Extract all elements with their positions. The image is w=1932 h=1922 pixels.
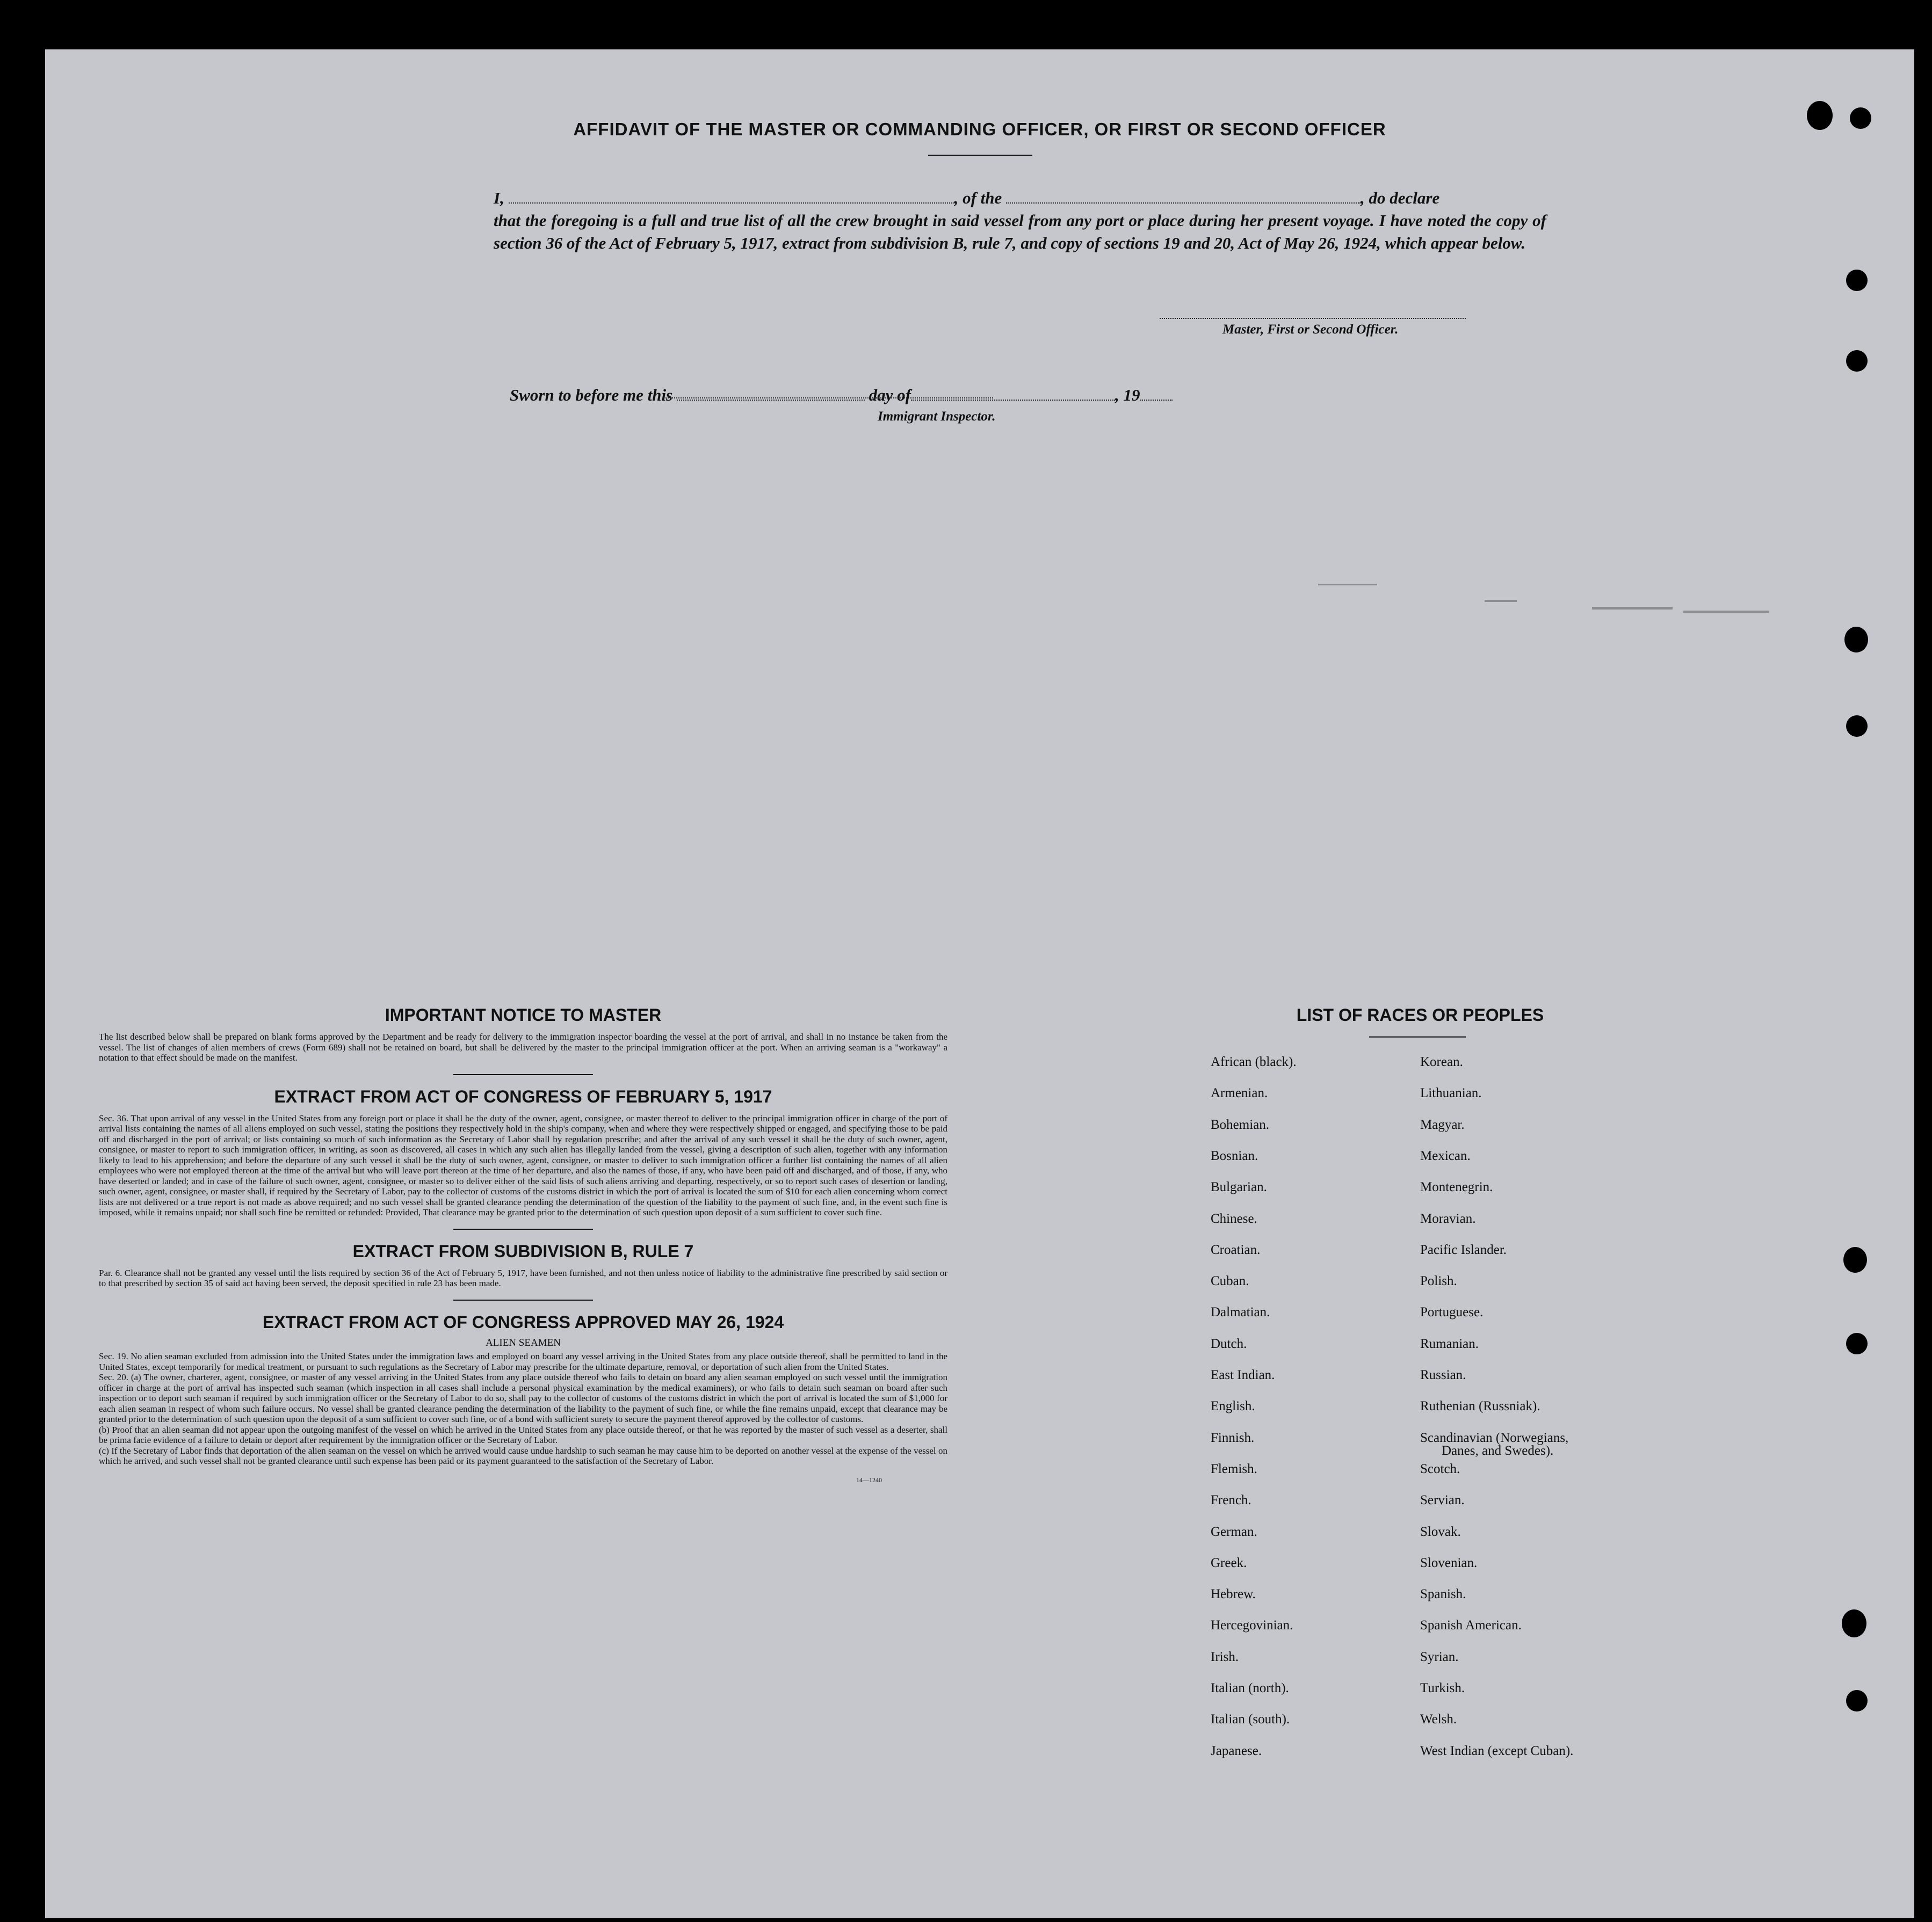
divider [453,1074,593,1075]
inspector-signature-line[interactable] [665,397,993,398]
notice-body: The list described below shall be prepared on blank forms approved by the Department and be ready for delivery to the immigration inspector boarding the vessel at the port of arrival, and shall in no instance be taken from the vessel. The list of changes of alien members of crews (Form 689) shall not be retained on board, but shall be delivered by the master to the principal immigration officer at the port. When an arriving seaman is a "workaway" a notation to that effect should be made on the manifest. [99,1032,947,1063]
races-title-underline [1369,1036,1466,1038]
race-item: Russian. [1420,1368,1466,1382]
race-item: Italian (north). [1211,1681,1289,1695]
race-item: Pacific Islander. [1420,1242,1507,1257]
races-list [1152,1005,1689,1758]
sec-20b-body: (b) Proof that an alien seaman did not appear upon the outgoing manifest of the vessel on which he arrived in the United States from any place outside thereof, or that he was reported by the master of such vessel as a deserter, shall be prima facie evidence of a failure to detain or deport after requirement by the immigration officer or the Secretary of Labor. [99,1424,947,1445]
sworn-label: Sworn to before me this [510,386,673,404]
race-item: Flemish. [1211,1461,1257,1476]
divider [453,1300,593,1301]
extract-1924-subtitle: ALIEN SEAMEN [486,1337,561,1348]
legal-extracts [99,1005,947,1484]
race-item: Slovak. [1420,1524,1461,1539]
race-item: Greek. [1211,1555,1247,1570]
race-item: Croatian. [1211,1242,1261,1257]
race-item: East Indian. [1211,1368,1275,1382]
race-item: Servian. [1420,1493,1465,1508]
notice-title: IMPORTANT NOTICE TO MASTER [385,1005,662,1025]
race-item: Bohemian. [1211,1117,1270,1132]
punch-hole [1846,1333,1868,1354]
year-prefix: , 19 [1115,386,1140,404]
race-item: West Indian (except Cuban). [1420,1743,1574,1758]
i-label: I, [494,188,504,207]
punch-hole [1842,1609,1866,1637]
race-item: Mexican. [1420,1148,1471,1163]
race-item: Slovenian. [1420,1555,1478,1570]
races-title: LIST OF RACES OR PEOPLES [1296,1005,1544,1025]
bleed-through-mark [1485,600,1517,602]
race-item: Syrian. [1420,1649,1459,1664]
sec-20c-body: (c) If the Secretary of Labor finds that deportation of the alien seaman on the vessel on which he arrived would cause undue hardship to such seaman he may cause him to be deported on another vessel at the expense of the vessel on which he arrived, and such vessel shall not be granted clearance until such expense has been paid or its payment guaranteed to the satisfaction of the Secretary of Labor. [99,1445,947,1466]
of-the-label: , of the [954,188,1002,207]
race-item: African (black). [1211,1055,1297,1069]
divider [453,1229,593,1230]
race-item: Welsh. [1420,1712,1457,1727]
race-item: Japanese. [1211,1743,1262,1758]
race-item: Irish. [1211,1649,1239,1664]
race-item: Hebrew. [1211,1587,1256,1602]
document-page [45,49,1914,1918]
race-item: Dutch. [1211,1336,1247,1351]
sec-19-body: Sec. 19. No alien seaman excluded from admission into the United States under the immigration laws and employed on board any vessel arriving in the United States from any place outside thereof, shall be permitted to land in the United States, except temporarily for medical treatment, or pursuant to such regulations as the Secretary of Labor may prescribe for the ultimate departure, removal, or deportation of such alien from the United States. [99,1351,947,1372]
bleed-through-mark [1318,584,1377,585]
day-of-label: day of [869,386,911,404]
race-item: Scotch. [1420,1461,1460,1476]
bleed-through-mark [1592,607,1673,610]
race-item: Spanish American. [1420,1618,1522,1633]
name-field[interactable] [509,188,954,204]
punch-hole [1846,715,1868,737]
bleed-through-mark [1683,611,1769,613]
punch-hole [1846,350,1868,372]
race-item: Armenian. [1211,1086,1268,1101]
affidavit-title: AFFIDAVIT OF THE MASTER OR COMMANDING OFFICER, OR FIRST OR SECOND OFFICER [573,119,1386,139]
race-item: Dalmatian. [1211,1305,1270,1320]
extract-1917-body: Sec. 36. That upon arrival of any vessel in the United States from any foreign port or place it shall be the duty of the owner, agent, consignee, or master thereof to deliver to the principal immigration officer in charge of the port of arrival lists containing the names of all aliens employed on such vessel, stating the positions they respectively hold in the ship's company, when and where they were respectively shipped or engaged, and specifying those to be paid off and discharged in the port of arrival; or lists containing so much of such information as the Secretary of Labor shall by regulation prescribe; and after the arrival of any such vessel it shall be the duty of such owner, agent, consignee, or master to report to such immigration officer, in writing, as soon as discovered, all cases in which any such alien has illegally landed from the vessel, giving a description of such alien, together with any information likely to lead to his apprehension; and before the departure of any such vessel it shall be the duty of such owner, agent, consignee, or master to deliver to such immigration officer a further list containing the names of all alien employees who were not employed thereon at the time of the arrival but who will leave port thereon at the time of her departure, and also the names of those, if any, who have been paid off and discharged, and of those, if any, who have deserted or landed; and in case of the failure of such owner, agent, consignee, or master so to deliver either of the said lists of such aliens arriving and departing, respectively, or so to report such cases of desertion or landing, such owner, agent, consignee, or master shall, if required by the Secretary of Labor, pay to the collector of customs of the customs district in which the port of arrival is located the sum of $10 for each alien concerning whom correct lists are not delivered or a true report is not made as above required; and no such vessel shall be granted clearance pending the determination of the question of the liability to the payment of such fine, and, in the event such fine is imposed, while it remains unpaid; nor shall such fine be remitted or refunded: Provided, That clearance may be granted prior to the determination of such question upon deposit of a sum sufficient to cover such fine. [99,1113,947,1217]
race-item: Scandinavian (Norwegians, [1420,1430,1569,1445]
sworn-year-field[interactable] [1140,386,1173,401]
race-item: Spanish. [1420,1587,1466,1602]
inspector-caption: Immigrant Inspector. [878,409,996,424]
extract-1917-title: EXTRACT FROM ACT OF CONGRESS OF FEBRUARY 5, 1917 [274,1086,772,1106]
form-code: 14—1240 [856,1476,882,1484]
race-item: French. [1211,1493,1251,1508]
punch-hole [1846,270,1868,291]
race-item: Finnish. [1211,1430,1255,1445]
race-item: Korean. [1420,1055,1463,1069]
race-item: German. [1211,1524,1257,1539]
affidavit-first-line [494,187,1546,209]
race-item: Portuguese. [1420,1305,1484,1320]
subdivision-b-body: Par. 6. Clearance shall not be granted any vessel until the lists required by section 36 of the Act of February 5, 1917, have been furnished, and not then unless notice of liability to the administrative fine prescribed by said section or to that prescribed by section 35 of said act having been served, the deposit specified in rule 23 has been made. [99,1267,947,1288]
vessel-field[interactable] [1006,188,1361,204]
master-caption: Master, First or Second Officer. [1222,322,1399,337]
race-item: Hercegovinian. [1211,1618,1293,1633]
race-item: Chinese. [1211,1211,1257,1226]
race-item: Moravian. [1420,1211,1476,1226]
race-item: Bulgarian. [1211,1180,1267,1195]
race-item: Ruthenian (Russniak). [1420,1399,1540,1414]
race-item: Magyar. [1420,1117,1465,1132]
punch-hole [1846,1690,1868,1711]
subdivision-b-title: EXTRACT FROM SUBDIVISION B, RULE 7 [352,1241,694,1261]
race-item: Turkish. [1420,1681,1465,1695]
race-item: English. [1211,1399,1255,1414]
punch-hole [1844,627,1868,652]
race-item-continuation: Danes, and Swedes). [1442,1443,1554,1458]
extract-1924-title: EXTRACT FROM ACT OF CONGRESS APPROVED MAY 26, 1924 [262,1312,784,1332]
race-item: Montenegrin. [1420,1180,1493,1195]
race-item: Bosnian. [1211,1148,1258,1163]
affidavit-paragraph: that the foregoing is a full and true list of all the crew brought in said vessel from any port or place during her present voyage. I have noted the copy of section 36 of the Act of February 5, 1917, extract from subdivision B, rule 7, and copy of sections 19 and 20, Act of May 26, 1924, which appear below. [494,211,1546,252]
race-item: Lithuanian. [1420,1086,1482,1101]
sworn-line [510,386,1173,405]
race-item: Cuban. [1211,1274,1249,1289]
affidavit-body [494,187,1546,255]
master-signature-line[interactable] [1160,318,1466,319]
race-item: Italian (south). [1211,1712,1290,1727]
sec-20a-body: Sec. 20. (a) The owner, charterer, agent, consignee, or master of any vessel arriving in the United States from any place outside thereof who fails to detain on board any alien seaman employed on such vessel until the immigration officer in charge at the port of arrival has inspected such seaman (which inspection in all cases shall include a personal physical examination by the medical examiners), or who fails to detain such seaman on board after such inspection or to deport such seaman if required by such immigration officer or the Secretary of Labor to do so, shall pay to the collector of customs of the customs district in which the port of arrival is located the sum of $1,000 for each alien seaman in respect of whom such failure occurs. No vessel shall be granted clearance pending the determination of the liability to the payment of such fine, or while the fine remains unpaid, except that clearance may be granted prior to the determination of such question upon the deposit of a sum sufficient to cover such fine, or of a bond with sufficient surety to secure the payment thereof approved by the collector of customs. [99,1372,947,1424]
race-item: Polish. [1420,1274,1457,1289]
race-item: Rumanian. [1420,1336,1479,1351]
do-declare-label: , do declare [1361,188,1440,207]
punch-hole [1843,1247,1867,1273]
title-underline [928,155,1032,156]
